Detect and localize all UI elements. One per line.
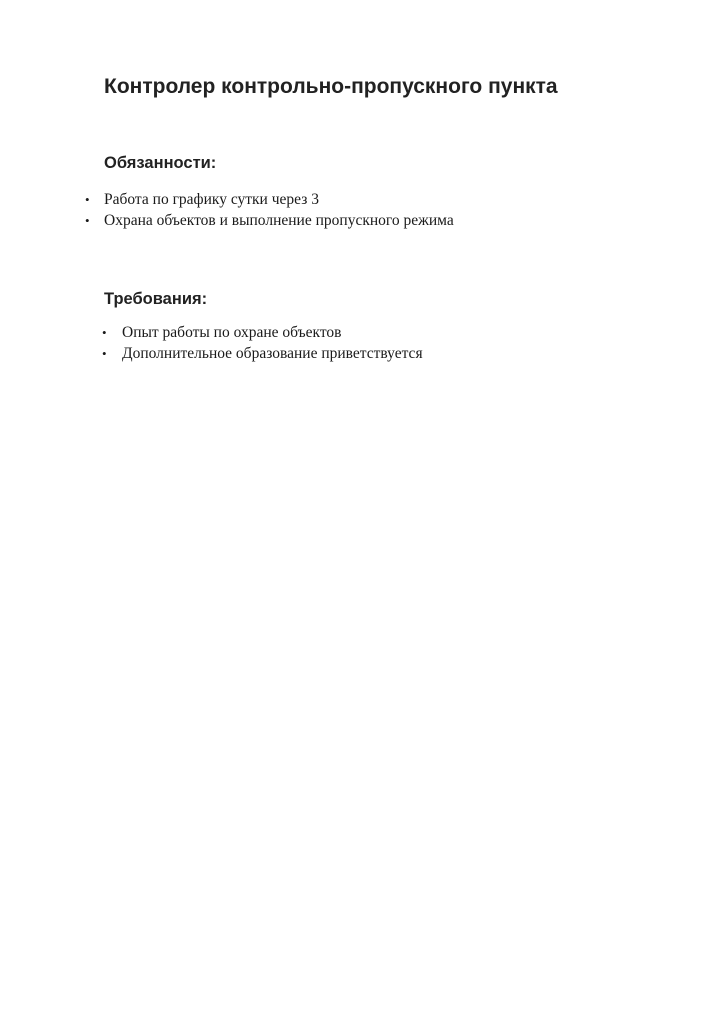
bullet-icon: • xyxy=(85,213,90,228)
list-item xyxy=(102,343,423,364)
bullet-icon: • xyxy=(102,325,107,340)
list-item xyxy=(85,189,454,210)
list-item xyxy=(85,210,454,231)
list-item-text: Работа по графику сутки через 3 xyxy=(104,191,319,208)
list-item-text: Дополнительное образование приветствуется xyxy=(122,345,423,362)
list-item-text: Охрана объектов и выполнение пропускного режима xyxy=(104,212,454,229)
section-heading-requirements: Требования: xyxy=(104,290,208,308)
bullet-icon: • xyxy=(102,346,107,361)
document-title: Контролер контрольно-пропускного пункта xyxy=(104,75,558,98)
requirements-list xyxy=(102,322,423,364)
duties-list xyxy=(85,189,454,231)
section-heading-duties: Обязанности: xyxy=(104,154,217,172)
list-item-text: Опыт работы по охране объектов xyxy=(122,324,342,341)
list-item xyxy=(102,322,423,343)
bullet-icon: • xyxy=(85,192,90,207)
